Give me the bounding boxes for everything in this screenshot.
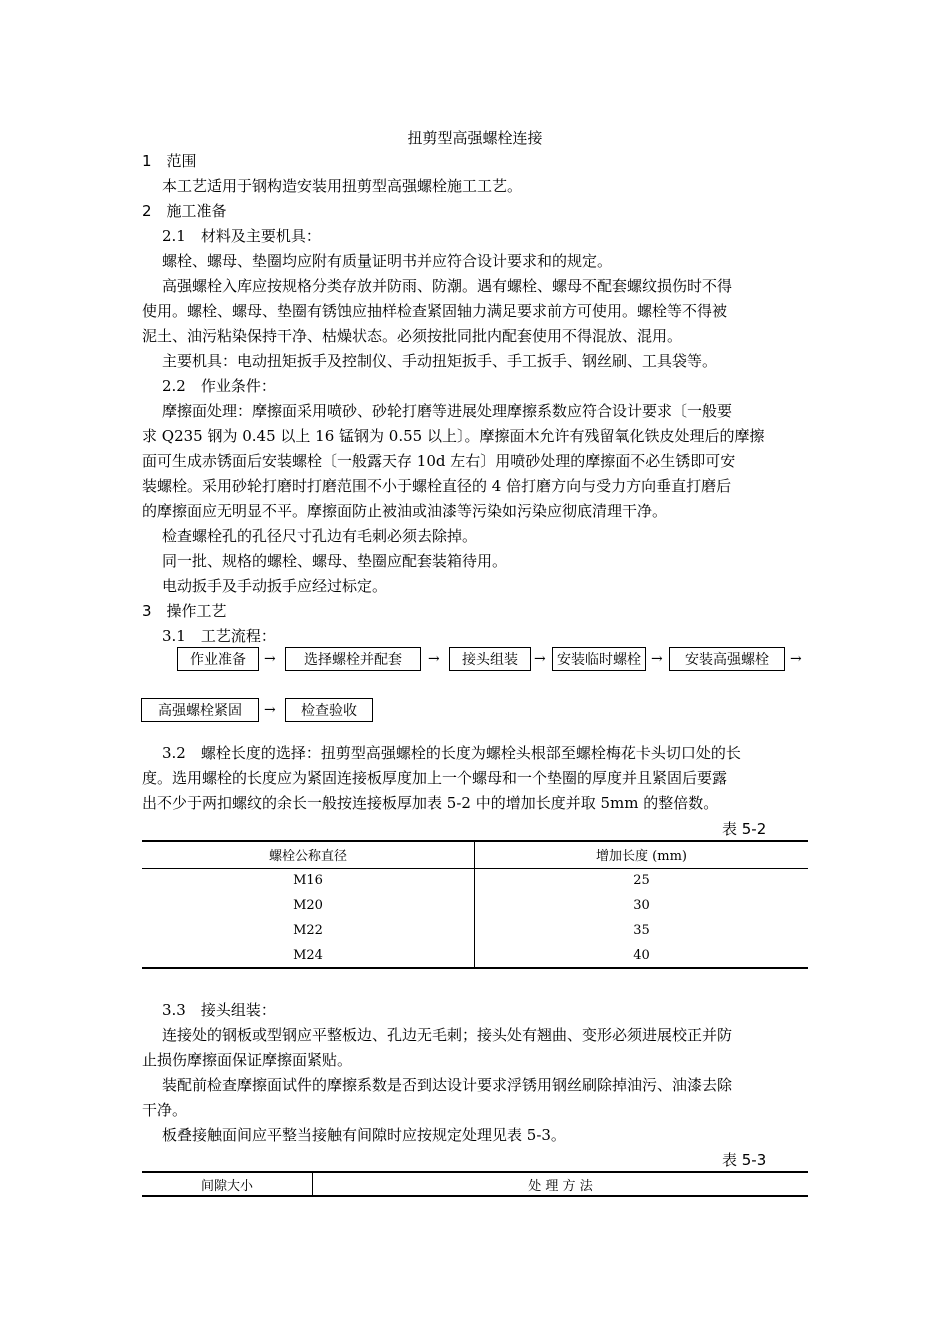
- paragraph: 螺栓、螺母、垫圈均应附有质量证明书并应符合设计要求和的规定。: [162, 252, 613, 270]
- section-3-heading: 3 操作工艺: [142, 602, 227, 620]
- paragraph-line: 止损伤摩擦面保证摩擦面紧贴。: [142, 1051, 353, 1069]
- table-5-2-caption: 表 5-2: [722, 820, 767, 838]
- paragraph-line: 装配前检查摩擦面试件的摩擦系数是否到达设计要求浮锈用钢丝刷除掉油污、油漆去除: [162, 1076, 733, 1094]
- table-cell: M16: [142, 868, 475, 893]
- paragraph-line: 高强螺栓入库应按规格分类存放并防雨、防潮。遇有螺栓、螺母不配套螺纹损伤时不得: [162, 277, 733, 295]
- paragraph-line: 面可生成赤锈面后安装螺栓〔一般露天存 10d 左右〕用喷砂处理的摩擦面不必生锈即可安: [142, 452, 736, 470]
- flow-arrow: →: [790, 651, 802, 667]
- table-cell: 40: [633, 947, 650, 963]
- paragraph-line: 摩擦面处理：摩擦面采用喷砂、砂轮打磨等进展处理摩擦系数应符合设计要求〔一般要: [162, 402, 733, 420]
- paragraph-line: 干净。: [142, 1101, 188, 1119]
- document-title: 扭剪型高强螺栓连接: [407, 129, 543, 147]
- flow-step: 接头组装: [449, 647, 531, 671]
- paragraph-line: 连接处的钢板或型钢应平整板边、孔边无毛刺；接头处有翘曲、变形必须进展校正并防: [162, 1026, 733, 1044]
- flow-step: 安装高强螺栓: [669, 647, 785, 671]
- flow-step: 检查验收: [285, 698, 373, 722]
- table-header-cell: 增加长度 (mm): [596, 849, 687, 865]
- subsection-3-1-heading: 3.1 工艺流程：: [162, 627, 276, 645]
- table-header-row: [142, 1172, 808, 1196]
- subsection-2-1-heading: 2.1 材料及主要机具：: [162, 227, 321, 245]
- table-cell: M24: [142, 943, 475, 968]
- table-cell: M22: [142, 918, 475, 943]
- table-5-2: [142, 840, 808, 969]
- flow-arrow: →: [264, 702, 276, 718]
- paragraph: 主要机具：电动扭矩扳手及控制仪、手动扭矩扳手、手工扳手、钢丝刷、工具袋等。: [162, 352, 718, 370]
- flow-arrow: →: [651, 651, 663, 667]
- table-cell: 25: [633, 873, 650, 889]
- table-cell: 30: [633, 898, 650, 913]
- table-header-cell: 螺栓公称直径: [142, 841, 475, 868]
- flow-arrow: →: [264, 651, 276, 667]
- table-cell: 35: [633, 923, 650, 938]
- table-header-cell: 处 理 方 法: [528, 1178, 593, 1194]
- paragraph-line: 3.2 螺栓长度的选择：扭剪型高强螺栓的长度为螺栓头根部至螺栓梅花卡头切口处的长: [162, 744, 741, 762]
- flow-arrow: →: [534, 651, 546, 667]
- table-header-row: [142, 841, 808, 868]
- paragraph: 电动扳手及手动扳手应经过标定。: [162, 577, 388, 595]
- paragraph-line: 度。选用螺栓的长度应为紧固连接板厚度加上一个螺母和一个垫圈的厚度并且紧固后要露: [142, 769, 728, 787]
- flow-arrow: →: [428, 651, 440, 667]
- table-row: [142, 918, 808, 943]
- table-row: [142, 943, 808, 968]
- table-5-3: [142, 1171, 808, 1197]
- paragraph-line: 出不少于两扣螺纹的余长一般按连接板厚加表 5-2 中的增加长度并取 5mm 的整倍数。: [142, 794, 719, 812]
- paragraph: 同一批、规格的螺栓、螺母、垫圈应配套装箱待用。: [162, 552, 508, 570]
- paragraph-line: 使用。螺栓、螺母、垫圈有锈蚀应抽样检查紧固轴力满足要求前方可使用。螺栓等不得被: [142, 302, 728, 320]
- flow-step: 安装临时螺栓: [552, 647, 646, 671]
- table-row: [142, 868, 808, 893]
- paragraph-line: 的摩擦面应无明显不平。摩擦面防止被油或油漆等污染如污染应彻底清理干净。: [142, 502, 668, 520]
- section-1-text: 本工艺适用于钢构造安装用扭剪型高强螺栓施工工艺。: [162, 177, 523, 195]
- paragraph-line: 装螺栓。采用砂轮打磨时打磨范围不小于螺栓直径的 4 倍打磨方向与受力方向垂直打磨后: [142, 477, 732, 495]
- table-row: [142, 893, 808, 918]
- flow-step: 选择螺栓并配套: [285, 647, 421, 671]
- table-5-3-caption: 表 5-3: [722, 1151, 767, 1169]
- paragraph: 板叠接触面间应平整当接触有间隙时应按规定处理见表 5-3。: [162, 1126, 566, 1144]
- paragraph-line: 求 Q235 钢为 0.45 以上 16 锰钢为 0.55 以上〕。摩擦面木允许有残留氧化铁皮处理后的摩擦: [142, 427, 765, 445]
- paragraph: 检查螺栓孔的孔径尺寸孔边有毛刺必须去除掉。: [162, 527, 478, 545]
- table-cell: M20: [142, 893, 475, 918]
- section-2-heading: 2 施工准备: [142, 202, 227, 220]
- flow-step: 高强螺栓紧固: [141, 698, 259, 722]
- paragraph-line: 泥土、油污粘染保持干净、枯燥状态。必须按批同批内配套使用不得混放、混用。: [142, 327, 683, 345]
- table-header-cell: 间隙大小: [142, 1172, 313, 1196]
- subsection-2-2-heading: 2.2 作业条件：: [162, 377, 276, 395]
- subsection-3-3-heading: 3.3 接头组装：: [162, 1001, 276, 1019]
- section-1-heading: 1 范围: [142, 152, 197, 170]
- flow-step: 作业准备: [177, 647, 259, 671]
